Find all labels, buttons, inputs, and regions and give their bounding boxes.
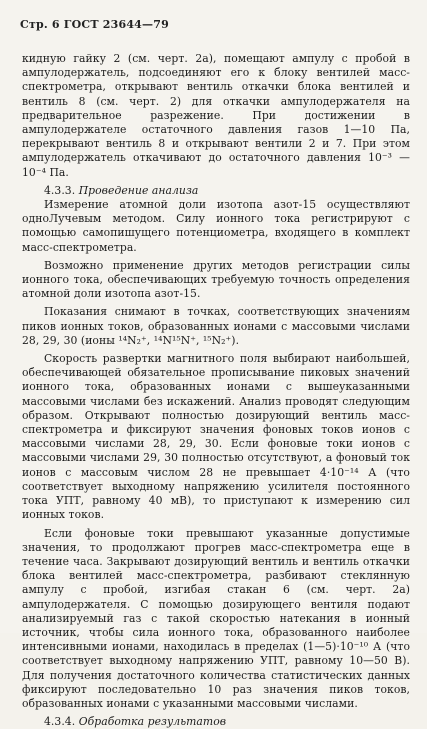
paragraph: Показания снимают в точках, соответствующих значениям пиков ионных токов, образованных ионами с массовыми числами 28, 29, 30 (ионы ¹⁴N₂⁺, ¹⁴N¹⁵N⁺, ¹⁵N₂⁺).	[22, 305, 410, 347]
section-number: 4.3.4.	[44, 715, 76, 729]
section-title: Проведение анализа	[78, 183, 199, 197]
paragraph: кидную гайку 2 (см. черт. 2а), помещают ампулу с пробой в ампулодержатель, подсоединяют его к блоку вентилей масс-спектрометра, открывают вентиль откачки блока вентилей и вентиль 8 (см. черт. 2) для откачки ампулодержателя на предварительное разрежение. При достижении в ампулодержателе остаточного давления газов 1—10 Па, перекрывают вентиль 8 и открывают вентили 2 и 7. При этом ампулодержатель откачивают до остаточного давления 10⁻³ — 10⁻⁴ Па.	[22, 52, 410, 179]
section-heading-4-3-4	[22, 715, 410, 729]
paragraph: Скорость развертки магнитного поля выбирают наибольшей, обеспечивающей обязательное прописывание пиковых значений ионного тока, образованных ионами с вышеуказанными массовыми числами без искажений. Анализ проводят следующим образом. Открывают полностью дозирующий вентиль масс-спектрометра и фиксируют значения фоновых токов ионов с массовыми числами 28, 29, 30. Если фоновые токи ионов с массовыми числами 29, 30 полностью отсутствуют, а фоновый ток ионов с массовым числом 28 не превышает 4·10⁻¹⁴ А (что соответствует выходному напряжению усилителя постоянного тока УПТ, равному 40 мВ), то приступают к измерению сил ионных токов.	[22, 352, 410, 522]
section-heading-4-3-3	[22, 184, 410, 198]
paragraph: Измерение атомной доли изотопа азот-15 осуществляют одноЛучевым методом. Силу ионного тока регистрируют с помощью самопишущего потенциометра, входящего в комплект масс-спектрометра.	[22, 198, 410, 254]
paragraph: Если фоновые токи превышают указанные допустимые значения, то продолжают прогрев масс-спектрометра еще в течение часа. Закрывают дозирующий вентиль и вентиль откачки блока вентилей масс-спектрометра, разбивают стеклянную ампулу с пробой, изгибая стакан 6 (см. черт. 2а) ампулодержателя. С помощью дозирующего вентиля подают анализируемый газ с такой скоростью натекания в ионный источник, чтобы сила ионного тока, образованного наиболее интенсивными ионами, находилась в пределах (1—5)·10⁻¹⁰ А (что соответствует выходному напряжению УПТ, равному 10—50 В). Для получения достаточного количества статистических данных фиксируют последовательно 10 раз значения пиков токов, образованных ионами с указанными массовыми числами.	[22, 526, 410, 710]
section-title: Обработка результатов	[78, 715, 227, 729]
section-number: 4.3.3.	[44, 183, 76, 197]
document-body	[22, 52, 410, 729]
page-header: Стр. 6 ГОСТ 23644—79	[20, 18, 169, 31]
paragraph: Возможно применение других методов регистрации силы ионного тока, обеспечивающих требуемую точность определения атомной доли изотопа азот-15.	[22, 258, 410, 301]
